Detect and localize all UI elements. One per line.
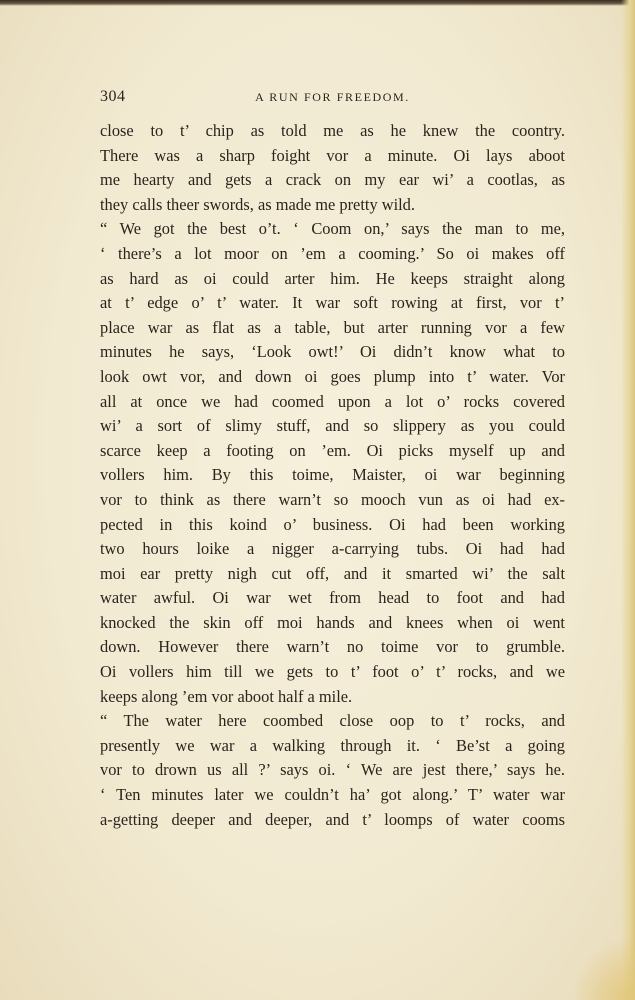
text-line: “ The water here coombed close oop to t’ rocks, and bbox=[100, 711, 565, 731]
page-right-edge bbox=[621, 0, 635, 1000]
text-line: down. However there warn’t no toime vor to grumble. bbox=[100, 637, 565, 657]
text-line: a-getting deeper and deeper, and t’ loomps of water cooms bbox=[100, 809, 565, 829]
text-line: “ We got the best o’t. ‘ Coom on,’ says the man to me, bbox=[100, 219, 565, 239]
page-header bbox=[100, 88, 565, 108]
corner-stain bbox=[575, 940, 635, 1000]
text-line: as hard as oi could arter him. He keeps straight along bbox=[100, 268, 565, 288]
text-line: There was a sharp foight vor a minute. Oi lays aboot bbox=[100, 145, 565, 165]
text-line: scarce keep a footing on ’em. Oi picks myself up and bbox=[100, 440, 565, 460]
text-line: keeps along ’em vor aboot half a mile. bbox=[100, 686, 353, 706]
text-line: vor to drown us all ?’ says oi. ‘ We are jest there,’ says he. bbox=[100, 760, 565, 780]
text-line: me hearty and gets a crack on my ear wi’ a cootlas, as bbox=[100, 170, 565, 190]
text-line: moi ear pretty nigh cut off, and it smarted wi’ the salt bbox=[100, 563, 565, 583]
text-line: vor to think as there warn’t so mooch vun as oi had ex- bbox=[100, 489, 565, 509]
text-line: ‘ there’s a lot moor on ’em a cooming.’ So oi makes off bbox=[100, 243, 565, 263]
text-line: vollers him. By this toime, Maister, oi war beginning bbox=[100, 465, 565, 485]
text-line: look owt vor, and down oi goes plump into t’ water. Vor bbox=[100, 366, 565, 386]
text-line: all at once we had coomed upon a lot o’ rocks covered bbox=[100, 391, 565, 411]
page-top-edge bbox=[0, 0, 635, 6]
text-line: presently we war a walking through it. ‘ Be’st a going bbox=[100, 735, 565, 755]
text-line: pected in this koind o’ business. Oi had been working bbox=[100, 514, 565, 534]
text-line: Oi vollers him till we gets to t’ foot o’ t’ rocks, and we bbox=[100, 662, 565, 682]
text-line: ‘ Ten minutes later we couldn’t ha’ got along.’ T’ water war bbox=[100, 785, 565, 805]
text-line: two hours loike a nigger a-carrying tubs. Oi had had bbox=[100, 539, 565, 559]
text-line: knocked the skin off moi hands and knees when oi went bbox=[100, 612, 565, 632]
text-line: close to t’ chip as told me as he knew the coontry. bbox=[100, 121, 565, 140]
text-line: wi’ a sort of slimy stuff, and so slippery as you could bbox=[100, 416, 565, 436]
text-line: minutes he says, ‘Look owt!’ Oi didn’t know what to bbox=[100, 342, 565, 362]
running-title: A RUN FOR FREEDOM. bbox=[255, 90, 410, 104]
body-text bbox=[100, 119, 565, 832]
text-line: at t’ edge o’ t’ water. It war soft rowing at first, vor t’ bbox=[100, 293, 565, 313]
text-line: they calls theer swords, as made me pretty wild. bbox=[100, 194, 415, 214]
page-number: 304 bbox=[100, 88, 126, 105]
text-line: water awful. Oi war wet from head to foot and had bbox=[100, 588, 565, 608]
text-line: place war as flat as a table, but arter running vor a few bbox=[100, 317, 565, 337]
